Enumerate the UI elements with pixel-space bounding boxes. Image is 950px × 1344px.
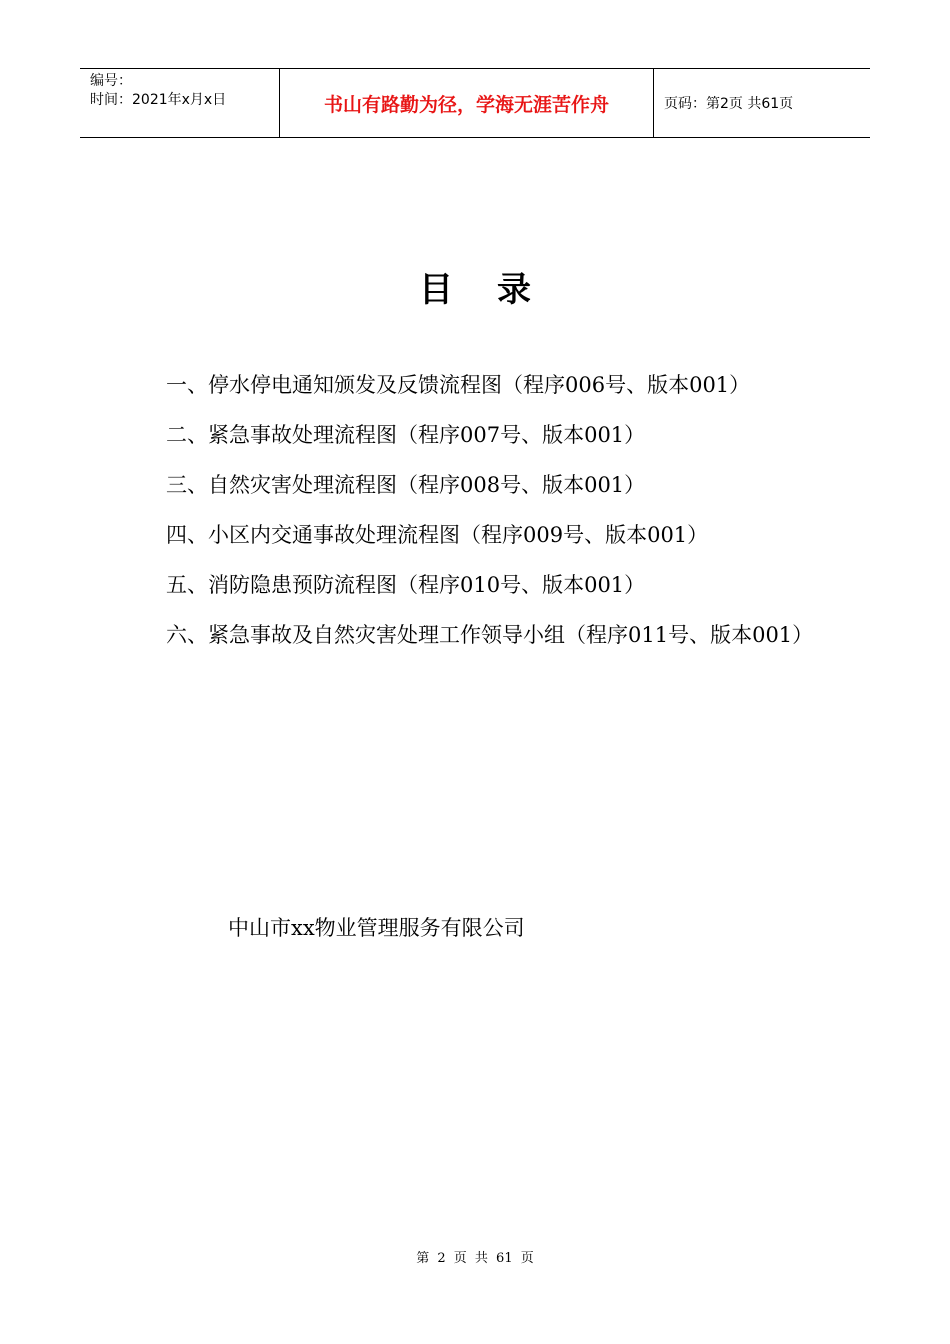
page-footer: 第 2 页 共 61 页 <box>416 1251 534 1266</box>
company-name: 中山市xx物业管理服务有限公司 <box>228 916 525 940</box>
header-number-label: 编号： <box>90 73 132 89</box>
header-page-info: 页码：第2页 共61页 <box>664 96 794 112</box>
header-meta <box>80 69 280 137</box>
document-title: 目录 <box>419 270 575 310</box>
table-of-contents <box>144 360 814 660</box>
header-time-label: 时间：2021年x月x日 <box>90 92 227 108</box>
toc-item: 三、自然灾害处理流程图（程序008号、版本001） <box>166 473 646 497</box>
toc-item: 五、消防隐患预防流程图（程序010号、版本001） <box>166 573 646 597</box>
toc-item: 六、紧急事故及自然灾害处理工作领导小组（程序011号、版本001） <box>166 623 814 647</box>
toc-item: 四、小区内交通事故处理流程图（程序009号、版本001） <box>166 523 709 547</box>
page-header <box>80 68 870 138</box>
header-motto: 书山有路勤为径，学海无涯苦作舟 <box>280 69 654 137</box>
toc-item: 一、停水停电通知颁发及反馈流程图（程序006号、版本001） <box>166 373 751 397</box>
toc-item: 二、紧急事故处理流程图（程序007号、版本001） <box>166 423 646 447</box>
